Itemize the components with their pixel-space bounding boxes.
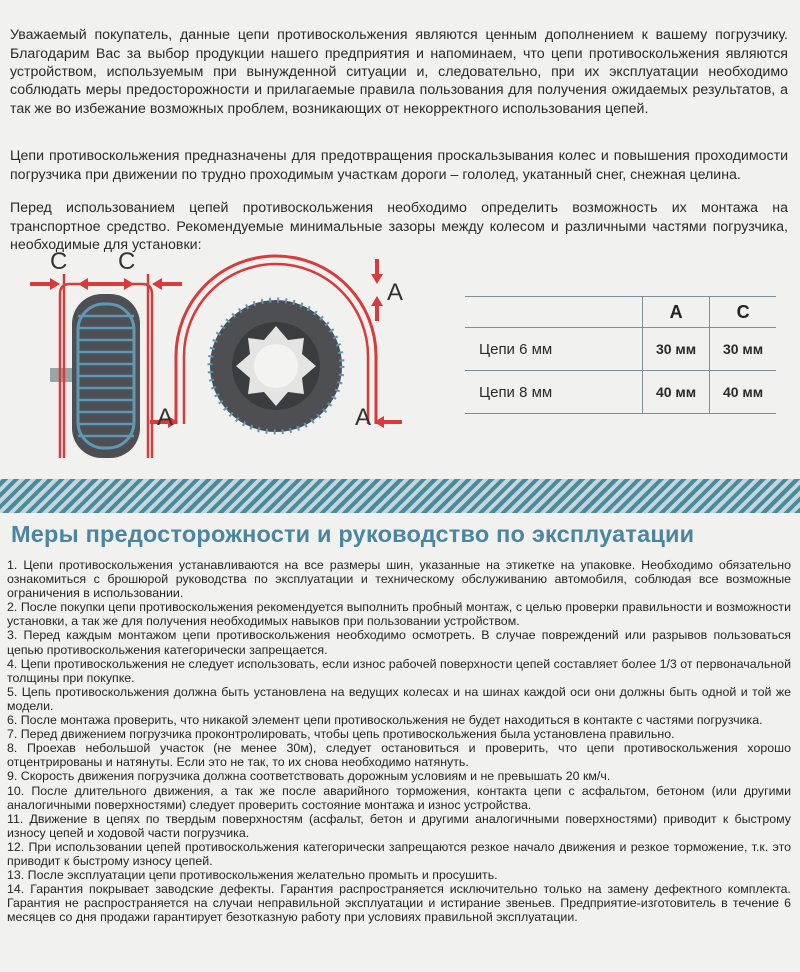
front-view-wheel <box>150 256 403 432</box>
rule-item: 4. Цепи противоскольжения не следует использовать, если износ рабочей поверхности цепей составляет более 1/3 от первоначальной толщины при покупке. <box>7 656 791 685</box>
rule-item: 2. После покупки цепи противоскольжения рекомендуется выполнить пробный монтаж, с целью проверки правильности и возможности установки, а так же для получения необходимых навыков при пользовании устройством. <box>7 600 791 629</box>
label-c-left: C <box>50 248 68 275</box>
intro-paragraph-3: Перед использованием цепей противоскольжения необходимо определить возможность их монтажа на транспортное средство. Рекомендуемые минимальные зазоры между колесом и различными частями погрузчика, необходимые для установки: <box>10 200 788 253</box>
rule-item: 5. Цепь противоскольжения должна быть установлена на ведущих колесах и на шинах каждой оси они должны быть одной и той же модели. <box>7 684 791 713</box>
clearance-table <box>465 296 776 414</box>
table-cell-a: 40 мм <box>643 371 710 414</box>
table-header-c: C <box>710 297 776 328</box>
rules-list <box>7 558 791 924</box>
intro-paragraph-1: Уважаемый покупатель, данные цепи противоскольжения являются ценным дополнением к вашему погрузчику. Благодарим Вас за выбор продукции нашего предприятия и напоминаем, что цепи противоскольжения являются устройством, используемым при вынужденной ситуации и, следовательно, при их эксплуатации необходимо соблюдать меры предосторожности и прилагаемые правила пользования для получения ожидаемых результатов, а так же во избежание возможных проблем, возникающих от некорректного использования цепей. <box>10 27 788 117</box>
rule-item: 13. После эксплуатации цепи противоскольжения желательно промыть и просушить. <box>7 868 498 883</box>
rule-item: 3. Перед каждым монтажом цепи противоскольжения необходимо осмотреть. В случае повреждений или разрывов пользоваться цепью противоскольжения категорически запрещается. <box>7 628 791 657</box>
section-title: Меры предосторожности и руководство по эксплуатации <box>11 521 695 547</box>
rule-item: 14. Гарантия покрывает заводские дефекты. Гарантия распространяется исключительно только на замену дефектного комплекта. Гарантия не распространяется на случаи неправильной эксплуатации и истирание звеньев. Предприятие-изготовитель в течение 6 месяцев со дня продажи гарантирует безотказную работу при условиях правильной эксплуатации. <box>7 882 791 925</box>
rule-item: 12. При использовании цепей противоскольжения категорически запрещаются резкое начало движения и резкое торможение, т.к. это приводит к быстрому износу цепей. <box>7 839 791 868</box>
table-cell-chain-name: Цепи 8 мм <box>465 371 643 414</box>
table-header-row <box>465 297 776 328</box>
rule-item: 11. Движение в цепях по твердым поверхностям (асфальт, бетон и другими аналогичными поверхностями) приводит к быстрому износу цепей и ходовой части погрузчика. <box>7 811 791 840</box>
decorative-stripe-band <box>0 479 800 513</box>
table-row <box>465 328 776 371</box>
table-row <box>465 371 776 414</box>
table-cell-chain-name: Цепи 6 мм <box>465 328 643 371</box>
rule-item: 6. После монтажа проверить, что никакой элемент цепи противоскольжения не будет находиться в контакте с частями погрузчика. <box>7 713 763 728</box>
rule-item: 7. Перед движением погрузчика проконтролировать, чтобы цепь противоскольжения была установлена правильно. <box>7 727 675 742</box>
rule-item: 1. Цепи противоскольжения устанавливаются на все размеры шин, указанные на этикетке на упаковке. Необходимо обязательно ознакомиться с брошюрой руководства по эксплуатации и техническому обслуживанию автомобиля, соблюдая все возможные ограничения в использовании. <box>7 558 791 601</box>
front-hub <box>254 344 298 388</box>
table-cell-c: 30 мм <box>710 328 776 371</box>
label-a-left: A <box>157 404 174 431</box>
label-a-top: A <box>387 279 404 306</box>
table-cell-c: 40 мм <box>710 371 776 414</box>
rule-item: 8. Проехав небольшой участок (не менее 30м), следует остановиться и проверить, что цепи противоскольжения хорошо отцентрированы и натянуты. Если это не так, то их снова необходимо натянуть. <box>7 741 791 770</box>
side-clearance-arrows <box>30 278 182 290</box>
clearance-diagram <box>20 244 420 466</box>
rule-item: 10. После длительного движения, а так же после аварийного торможения, контакта цепи с асфальтом, бетоном (или другими аналогичными поверхностями) следует проверить состояние монтажа и износ устройства. <box>7 783 791 812</box>
label-a-right: A <box>355 404 372 431</box>
rule-item: 9. Скорость движения погрузчика должна соответствовать дорожным условиям и не превышать 20 км/ч. <box>7 769 611 784</box>
table-cell-a: 30 мм <box>643 328 710 371</box>
intro-paragraph-2: Цепи противоскольжения предназначены для предотвращения проскальзывания колес и повышения проходимости погрузчика при движении по трудно проходимым участкам дороги – гололед, укатанный снег, снежная целина. <box>10 148 788 183</box>
table-header-empty <box>465 297 643 328</box>
table-header-a: A <box>643 297 710 328</box>
label-c-right: C <box>118 248 136 275</box>
